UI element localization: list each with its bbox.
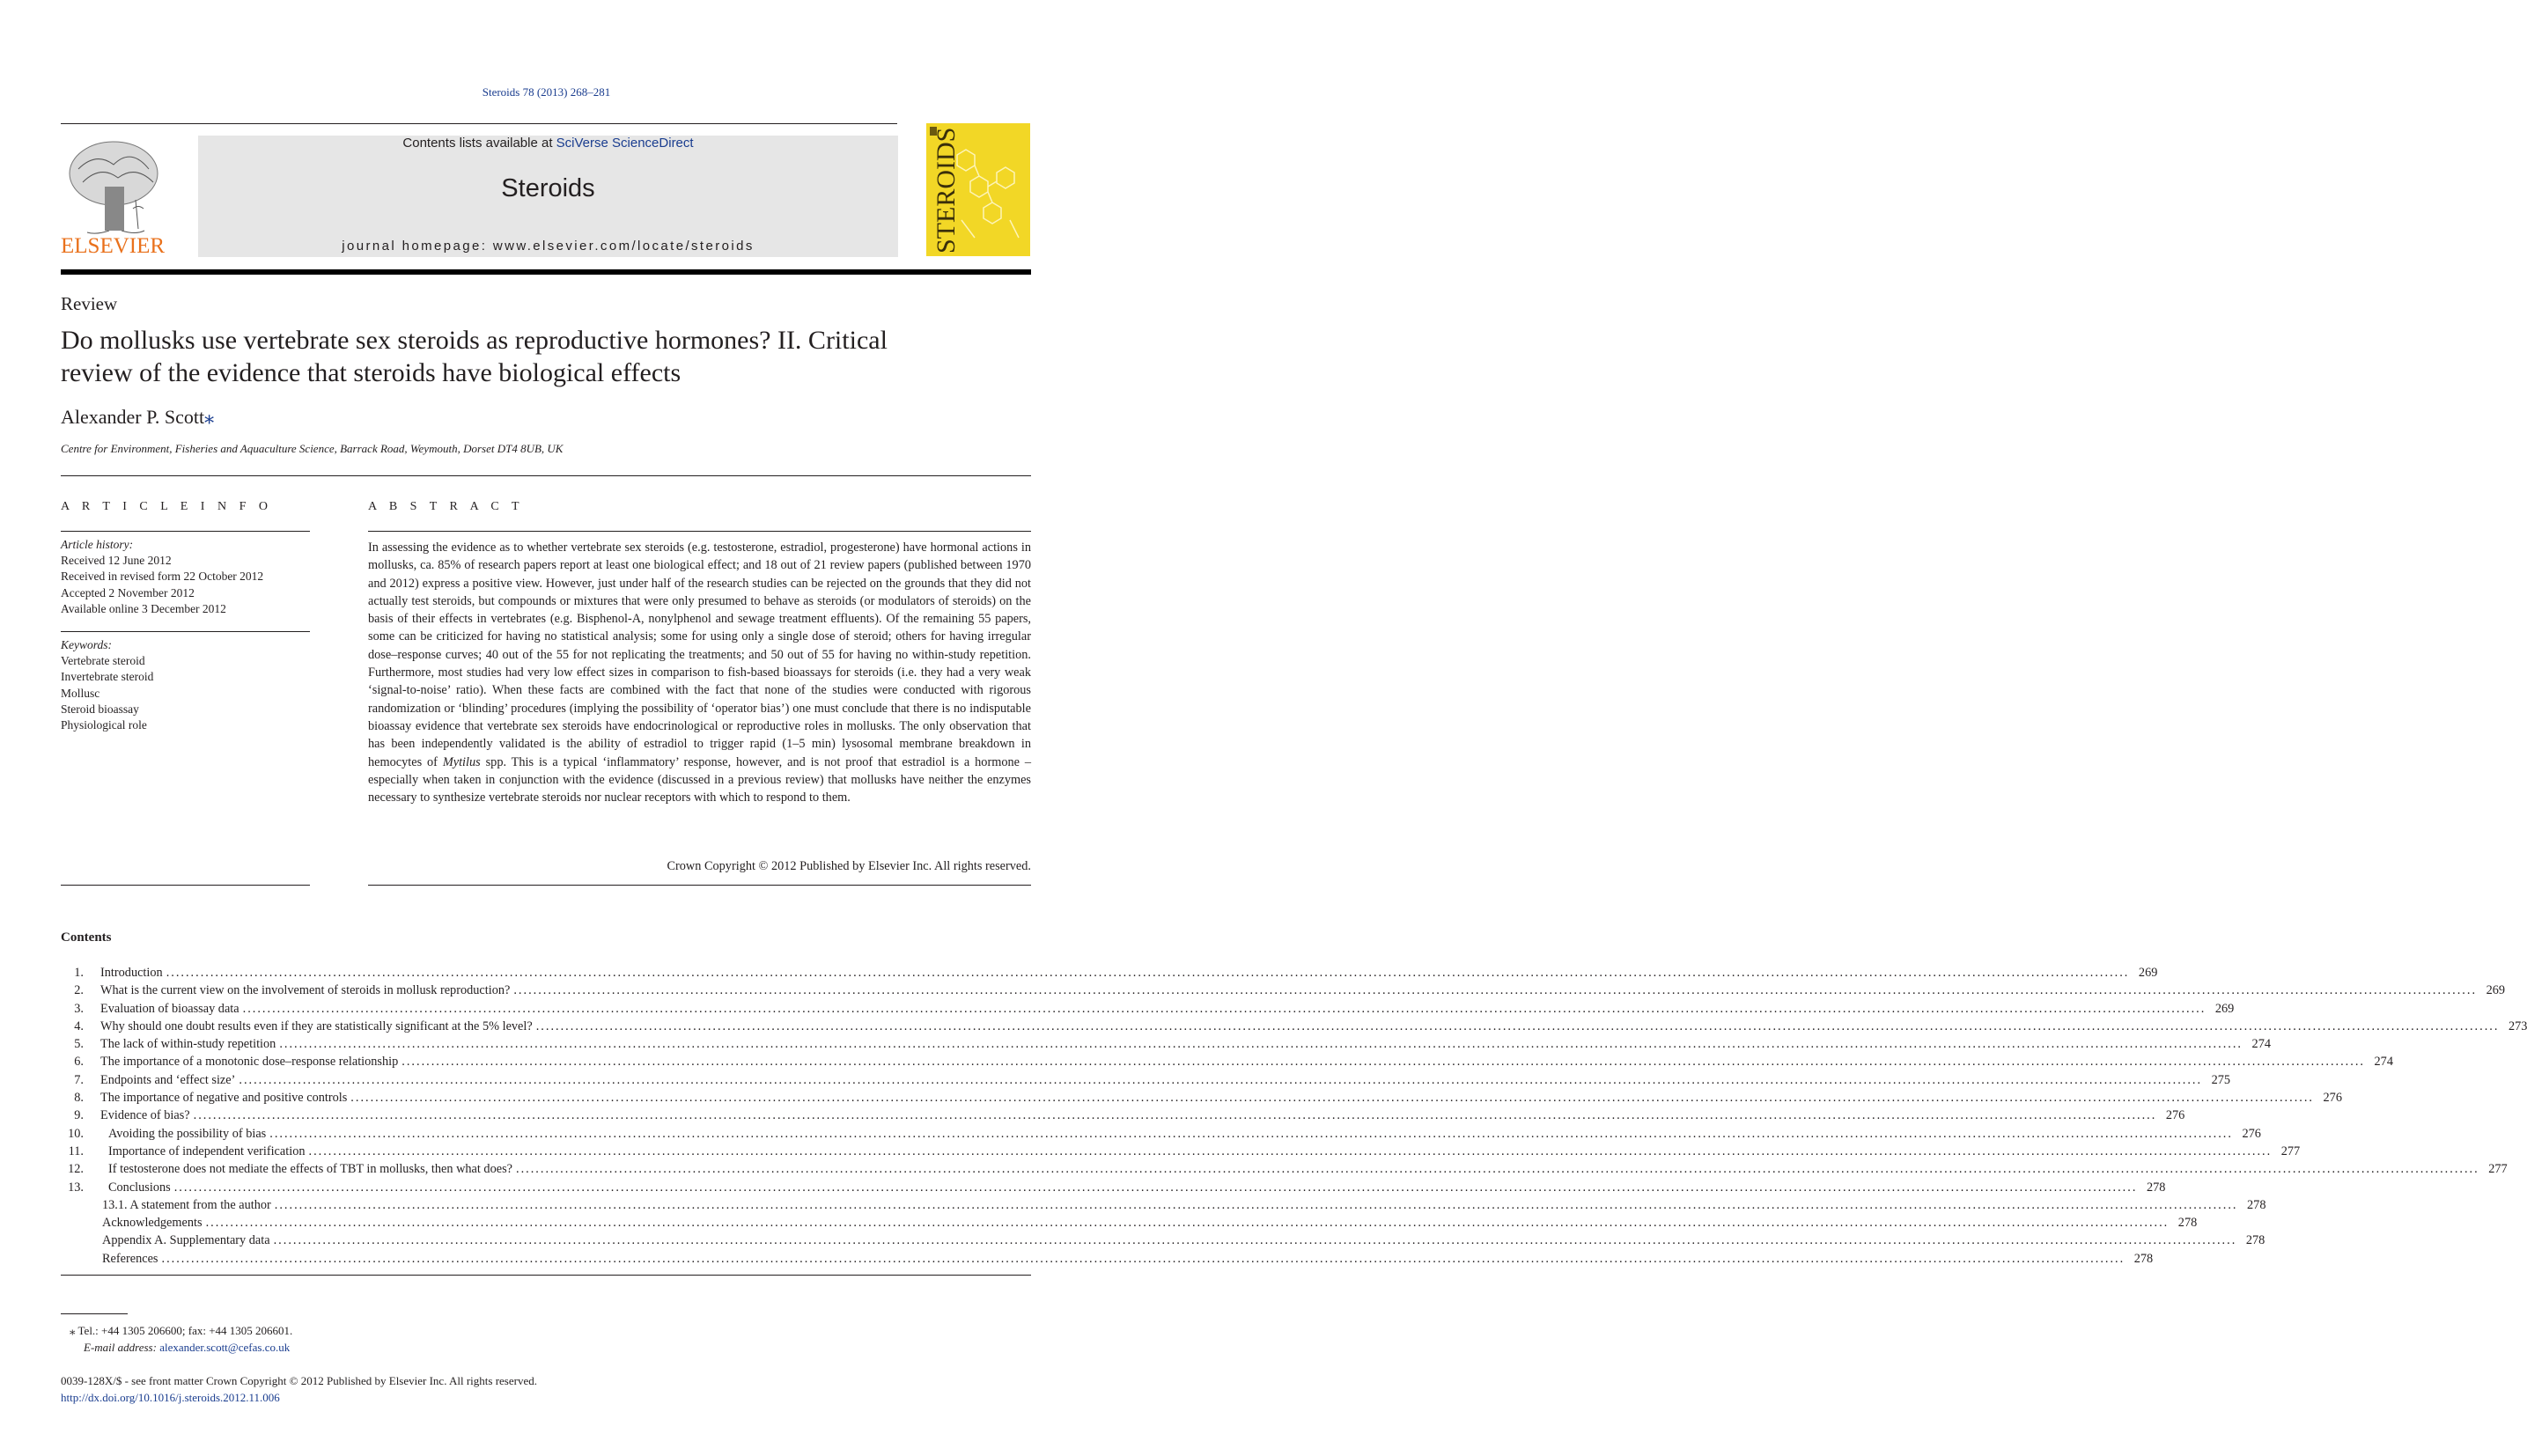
toc-entry[interactable] — [61, 1250, 2154, 1268]
toc-leader-dots: ................................................................................................................................................................................................................................................................................................................................................................................................................ — [350, 1091, 2314, 1106]
toc-title[interactable]: The importance of a monotonic dose–response relationship — [100, 1055, 399, 1070]
toc-title[interactable]: Evaluation of bioassay data — [100, 1001, 239, 1016]
header-thick-rule — [61, 269, 1031, 275]
keywords-heading: Keywords: — [61, 638, 112, 651]
contents-rule — [61, 1275, 1031, 1276]
history-item: Available online 3 December 2012 — [61, 601, 226, 615]
footnote-rule — [61, 1313, 128, 1314]
toc-leader-dots: ................................................................................................................................................................................................................................................................................................................................................................................................................ — [274, 1197, 2238, 1212]
toc-entry[interactable] — [61, 1000, 2235, 1018]
toc-leader-dots: ................................................................................................................................................................................................................................................................................................................................................................................................................ — [513, 983, 2478, 998]
toc-leader-dots: ................................................................................................................................................................................................................................................................................................................................................................................................................ — [166, 966, 2130, 980]
toc-title[interactable]: Why should one doubt results even if they are statistically significant at the 5% level? — [100, 1018, 533, 1033]
toc-number: 13. — [68, 1180, 84, 1195]
history-item: Received in revised form 22 October 2012 — [61, 570, 264, 584]
sciencedirect-link[interactable]: SciVerse ScienceDirect — [556, 136, 694, 151]
toc-leader-dots: ................................................................................................................................................................................................................................................................................................................................................................................................................ — [308, 1143, 2273, 1158]
toc-number: 5. — [74, 1037, 84, 1052]
abstract-italic-term: Mytilus — [442, 754, 481, 769]
toc-leader-dots: ................................................................................................................................................................................................................................................................................................................................................................................................................ — [273, 1233, 2237, 1248]
abstract-rule-bottom — [368, 885, 1031, 886]
toc-leader-dots: ................................................................................................................................................................................................................................................................................................................................................................................................................ — [242, 1001, 2207, 1016]
affiliation: Centre for Environment, Fisheries and Aquaculture Science, Barrack Road, Weymouth, Dorset DT4 8UB, UK — [61, 442, 564, 455]
abstract-rule-top — [368, 531, 1031, 532]
toc-title[interactable]: Introduction — [100, 966, 163, 980]
toc-number: 2. — [74, 983, 84, 998]
history-heading: Article history: — [61, 538, 134, 551]
keyword: Physiological role — [61, 718, 147, 732]
info-rule-bottom — [61, 885, 310, 886]
toc-entry[interactable] — [61, 1125, 2261, 1143]
elsevier-tree-icon — [61, 134, 173, 257]
toc-number — [61, 1232, 84, 1249]
toc-entry[interactable] — [61, 1018, 2527, 1035]
info-rule-middle — [61, 631, 310, 632]
toc-entry[interactable] — [61, 982, 2506, 999]
info-rule-top — [61, 531, 310, 532]
footnote-contact — [70, 1324, 292, 1338]
toc-page-number: 278 — [2247, 1197, 2266, 1212]
toc-title[interactable]: References — [102, 1251, 158, 1266]
article-history — [61, 537, 263, 617]
keyword: Mollusc — [61, 686, 100, 700]
toc-title[interactable]: Evidence of bias? — [100, 1108, 190, 1123]
toc-entry[interactable] — [61, 964, 2158, 982]
journal-homepage[interactable]: journal homepage: www.elsevier.com/locate/steroids — [342, 239, 755, 254]
toc-entry[interactable] — [61, 1107, 2185, 1124]
toc-leader-dots: ................................................................................................................................................................................................................................................................................................................................................................................................................ — [535, 1018, 2500, 1033]
toc-page-number: 273 — [2508, 1018, 2527, 1033]
author-name: Alexander P. Scott — [61, 406, 205, 428]
keywords — [61, 637, 153, 733]
journal-cover — [926, 123, 1030, 256]
author-footnote-mark[interactable]: ⁎ — [204, 406, 215, 428]
toc-number: 6. — [74, 1055, 84, 1070]
title-line-1: Do mollusks use vertebrate sex steroids as reproductive hormones? II. Critical — [61, 326, 888, 355]
toc-leader-dots: ................................................................................................................................................................................................................................................................................................................................................................................................................ — [279, 1037, 2243, 1052]
toc-leader-dots: ................................................................................................................................................................................................................................................................................................................................................................................................................ — [269, 1126, 2233, 1141]
cover-title: STEROIDS — [932, 127, 961, 254]
toc-page-number: 276 — [2323, 1091, 2342, 1106]
abstract-text — [368, 539, 1031, 806]
toc-title[interactable]: What is the current view on the involvement of steroids in mollusk reproduction? — [100, 983, 511, 998]
toc-number: 10. — [68, 1126, 84, 1141]
toc-entry[interactable] — [61, 1035, 2271, 1053]
toc-entry[interactable] — [61, 1214, 2198, 1232]
toc-entry[interactable] — [61, 1071, 2231, 1089]
history-item: Received 12 June 2012 — [61, 554, 172, 568]
toc-page-number: 269 — [2138, 966, 2158, 980]
contents-title: Contents — [61, 930, 112, 945]
toc-page-number: 274 — [2251, 1037, 2271, 1052]
toc-page-number: 276 — [2242, 1126, 2261, 1141]
toc-title[interactable]: 13.1. A statement from the author — [102, 1197, 271, 1212]
toc-leader-dots: ................................................................................................................................................................................................................................................................................................................................................................................................................ — [161, 1251, 2125, 1266]
footnote-phone: Tel.: +44 1305 206600; fax: +44 1305 206601. — [77, 1324, 293, 1337]
toc-leader-dots: ................................................................................................................................................................................................................................................................................................................................................................................................................ — [205, 1216, 2170, 1231]
title-line-2: review of the evidence that steroids have biological effects — [61, 358, 681, 387]
article-info-label: A R T I C L E I N F O — [61, 500, 273, 513]
journal-name: Steroids — [501, 174, 595, 202]
keyword: Steroid bioassay — [61, 702, 139, 716]
toc-title[interactable]: Appendix A. Supplementary data — [102, 1233, 270, 1248]
toc-page-number: 277 — [2488, 1162, 2508, 1177]
author-line — [61, 406, 214, 429]
heading-rule — [61, 475, 1031, 476]
footnote-email — [84, 1341, 290, 1355]
toc-leader-dots: ................................................................................................................................................................................................................................................................................................................................................................................................................ — [239, 1072, 2203, 1087]
toc-number: 8. — [74, 1091, 84, 1106]
abstract-copyright: Crown Copyright © 2012 Published by Elsevier Inc. All rights reserved. — [667, 859, 1031, 873]
email-label: E-mail address: — [84, 1341, 157, 1354]
toc-title[interactable]: Avoiding the possibility of bias — [108, 1126, 267, 1141]
keyword: Vertebrate steroid — [61, 654, 145, 668]
header-rule — [61, 123, 897, 124]
issn-line: 0039-128X/$ - see front matter Crown Copyright © 2012 Published by Elsevier Inc. All rights reserved. — [61, 1374, 537, 1387]
toc-leader-dots: ................................................................................................................................................................................................................................................................................................................................................................................................................ — [173, 1180, 2138, 1195]
toc-number: 4. — [74, 1018, 84, 1033]
toc-title[interactable]: Conclusions — [108, 1180, 171, 1195]
email-link[interactable]: alexander.scott@cefas.co.uk — [159, 1341, 291, 1354]
toc-number: 7. — [74, 1072, 84, 1087]
abstract-body: In assessing the evidence as to whether vertebrate sex steroids (e.g. testosterone, estradiol, progesterone) have hormonal actions in mollusks, ca. 85% of research papers report at least one biological effect; and 18 out of 21 review papers (published between 1970 and 2012) express a positive view. However, just under half of the research studies can be rejected on the grounds that they did not actually test steroids, but compounds or mixtures that were only presumed to behave as steroids (or modulators of steroids) on the basis of their effects in vertebrates (e.g. Bisphenol-A, nonylphenol and sewage treatment effluents). Of the remaining 55 papers, some can be criticized for having no statistical analysis; some for using only a single dose of steroid; others for having irregular dose–response curves; 40 out of the 55 for not replicating the treatments; and 50 out of 55 for having no within-study repetition. Furthermore, most studies had very low effect sizes in comparison to fish-based bioassays for steroids (i.e. they had a very weak ‘signal-to-noise’ ratio). When these facts are combined with the fact that none of the studies were conducted with rigorous randomization or ‘blinding’ procedures (implying the possibility of ‘operator bias’) one must conclude that there is no indisputable bioassay evidence that vertebrate sex steroids have endocrinological or reproductive roles in mollusks. The only observation that has been independently validated is the ability of estradiol to trigger rapid (1–5 min) lysosomal membrane breakdown in hemocytes of — [368, 540, 1031, 769]
article-title — [61, 324, 1029, 389]
toc-entry[interactable] — [61, 1232, 2265, 1249]
toc-leader-dots: ................................................................................................................................................................................................................................................................................................................................................................................................................ — [402, 1055, 2365, 1070]
toc-page-number: 278 — [2146, 1180, 2166, 1195]
toc-number: 12. — [68, 1162, 84, 1177]
cover-molecule-icon — [926, 123, 1030, 256]
toc-number — [61, 1196, 84, 1214]
contents-availability — [198, 136, 898, 151]
toc-title[interactable]: The lack of within-study repetition — [100, 1037, 276, 1052]
abstract-label: A B S T R A C T — [368, 500, 525, 513]
journal-citation[interactable]: Steroids 78 (2013) 268–281 — [482, 85, 611, 99]
table-of-contents — [61, 964, 2527, 1268]
toc-page-number: 277 — [2280, 1143, 2301, 1158]
contents-prefix: Contents lists available at — [402, 136, 556, 151]
elsevier-logo — [61, 134, 173, 257]
keyword: Invertebrate steroid — [61, 670, 154, 684]
article-type: Review — [61, 293, 118, 314]
elsevier-wordmark: ELSEVIER — [61, 234, 166, 258]
toc-entry[interactable] — [61, 1196, 2266, 1214]
toc-title[interactable]: Endpoints and ‘effect size’ — [100, 1072, 236, 1087]
toc-title[interactable]: The importance of negative and positive controls — [100, 1091, 348, 1106]
toc-title[interactable]: Importance of independent verification — [108, 1143, 306, 1158]
toc-number — [61, 1250, 84, 1268]
history-item: Accepted 2 November 2012 — [61, 585, 195, 599]
toc-title[interactable]: Acknowledgements — [102, 1216, 203, 1231]
toc-page-number: 269 — [2214, 1001, 2235, 1016]
toc-entry[interactable] — [61, 1053, 2393, 1070]
toc-page-number: 278 — [2177, 1216, 2198, 1231]
footnote-mark: ⁎ — [70, 1324, 76, 1337]
toc-entry[interactable] — [61, 1143, 2301, 1160]
toc-leader-dots: ................................................................................................................................................................................................................................................................................................................................................................................................................ — [516, 1162, 2479, 1177]
toc-page-number: 278 — [2133, 1251, 2154, 1266]
toc-number: 1. — [74, 966, 84, 980]
toc-page-number: 269 — [2486, 983, 2506, 998]
toc-entry[interactable] — [61, 1089, 2342, 1107]
toc-page-number: 275 — [2211, 1072, 2231, 1087]
toc-title[interactable]: If testosterone does not mediate the effects of TBT in mollusks, then what does? — [108, 1162, 512, 1177]
toc-page-number: 278 — [2245, 1233, 2265, 1248]
abstract-body-end: spp. This is a typical ‘inflammatory’ response, however, and is not proof that estradiol is a hormone – especially when taken in conjunction with the evidence (discussed in a previous review) that mollusks have neither the enzymes necessary to synthesize vertebrate steroids nor nuclear receptors with which to respond to them. — [368, 754, 1032, 805]
toc-number: 11. — [68, 1143, 84, 1158]
toc-leader-dots: ................................................................................................................................................................................................................................................................................................................................................................................................................ — [193, 1108, 2157, 1123]
toc-page-number: 274 — [2374, 1055, 2393, 1070]
toc-number: 3. — [74, 1001, 84, 1016]
doi-link[interactable]: http://dx.doi.org/10.1016/j.steroids.2012.11.006 — [61, 1391, 280, 1404]
toc-entry[interactable] — [61, 1160, 2508, 1178]
toc-entry[interactable] — [61, 1179, 2166, 1196]
toc-number — [61, 1214, 84, 1232]
toc-number: 9. — [74, 1108, 84, 1123]
toc-page-number: 276 — [2165, 1108, 2185, 1123]
